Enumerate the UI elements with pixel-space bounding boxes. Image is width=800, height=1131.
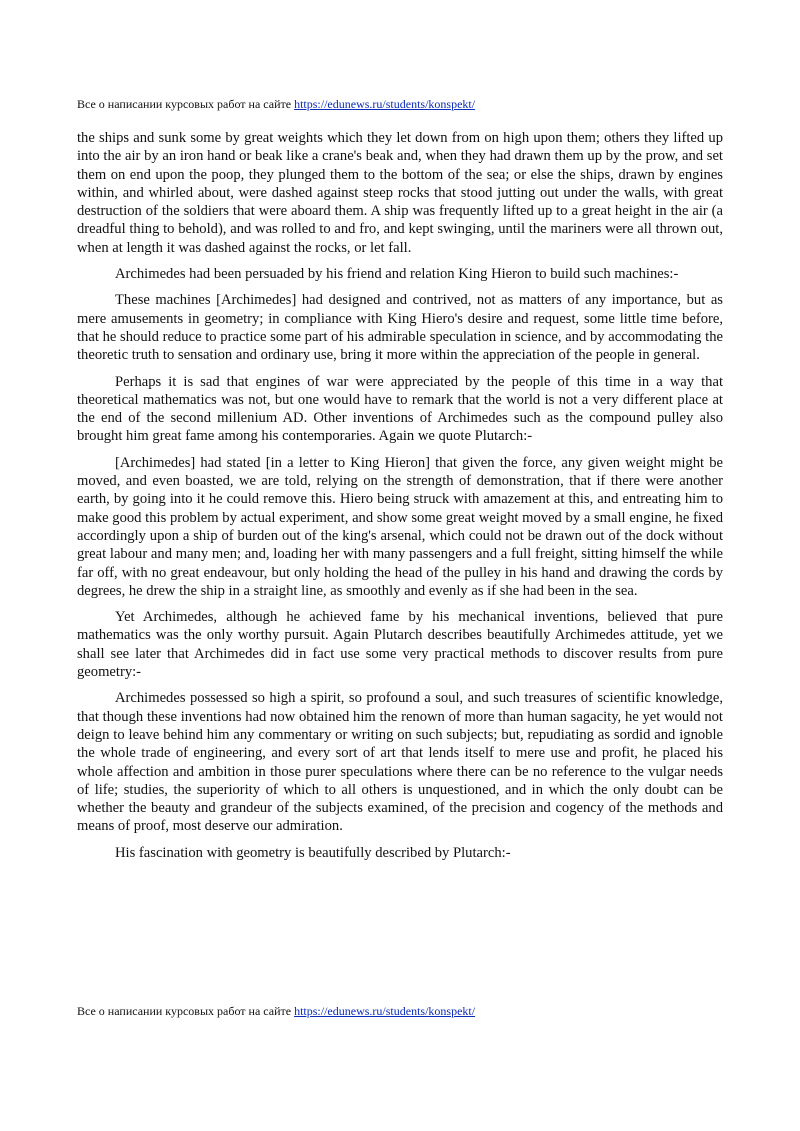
page-header	[77, 96, 737, 112]
paragraph-2: Archimedes had been persuaded by his friend and relation King Hieron to build such machines:-	[115, 266, 679, 283]
paragraph-7: Archimedes possessed so high a spirit, so profound a soul, and such treasures of scientific knowledge, that though these inventions had now obtained him the renown of more than human sagacity, he yet would not deign to leave behind him any commentary or writing on such subjects; but, repudiating as sordid and ignoble the whole trade of engineering, and every sort of art that lends itself to mere use and profit, he placed his whole affection and ambition in those purer speculations where there can be no reference to the vulgar needs of life; studies, the superiority of which to all others is unquestioned, and in which the only doubt can be whether the beauty and grandeur of the subjects examined, of the precision and cogency of the methods and means of proof, most deserve our admiration.	[77, 690, 723, 835]
paragraph-5: [Archimedes] had stated [in a letter to King Hieron] that given the force, any given weight might be moved, and even boasted, we are told, relying on the strength of demonstration, that if there were another earth, by going into it he could remove this. Hiero being struck with amazement at this, and entreating him to make good this problem by actual experiment, and show some great weight moved by a small engine, he fixed accordingly upon a ship of burden out of the king's arsenal, which could not be drawn out of the dock without great labour and many men; and, loading her with many passengers and a full freight, sitting himself the while far off, with no great endeavour, but only holding the head of the pulley in his hand and drawing the cords by degrees, he drew the ship in a straight line, as smoothly and evenly as if she had been in the sea.	[77, 454, 723, 599]
header-link[interactable]: https://edunews.ru/students/konspekt/	[294, 97, 476, 111]
paragraph-6: Yet Archimedes, although he achieved fame by his mechanical inventions, believed that pure mathematics was the only worthy pursuit. Again Plutarch describes beautifully Archimedes attitude, yet we shall see later that Archimedes did in fact use some very practical methods to discover results from pure geometry:-	[77, 609, 723, 681]
document-body	[77, 129, 723, 870]
footer-link[interactable]: https://edunews.ru/students/konspekt/	[294, 1004, 476, 1018]
footer-text: Все о написании курсовых работ на сайте	[77, 1004, 295, 1018]
header-text: Все о написании курсовых работ на сайте	[77, 97, 295, 111]
paragraph-4: Perhaps it is sad that engines of war were appreciated by the people of this time in a way that theoretical mathematics was not, but one would have to remark that the world is not a very different place at the end of the second millenium AD. Other inventions of Archimedes such as the compound pulley also brought him great fame among his contemporaries. Again we quote Plutarch:-	[77, 373, 723, 445]
paragraph-1: the ships and sunk some by great weights which they let down from on high upon them; others they lifted up into the air by an iron hand or beak like a crane's beak and, when they had drawn them up by the prow, and set them on end upon the poop, they plunged them to the bottom of the sea; or else the ships, drawn by engines within, and whirled about, were dashed against steep rocks that stood jutting out under the walls, with great destruction of the soldiers that were aboard them. A ship was frequently lifted up to a great height in the air (a dreadful thing to behold), and was rolled to and fro, and kept swinging, until the mariners were all thrown out, when at length it was dashed against the rocks, or let fall.	[77, 130, 723, 256]
paragraph-8: His fascination with geometry is beautifully described by Plutarch:-	[115, 844, 511, 861]
paragraph-3: These machines [Archimedes] had designed and contrived, not as matters of any importance, but as mere amusements in geometry; in compliance with King Hiero's desire and request, some little time before, that he should reduce to practice some part of his admirable speculation in science, and by accommodating the theoretic truth to sensation and ordinary use, bring it more within the appreciation of the people in general.	[77, 292, 723, 364]
page-footer	[77, 1003, 737, 1019]
